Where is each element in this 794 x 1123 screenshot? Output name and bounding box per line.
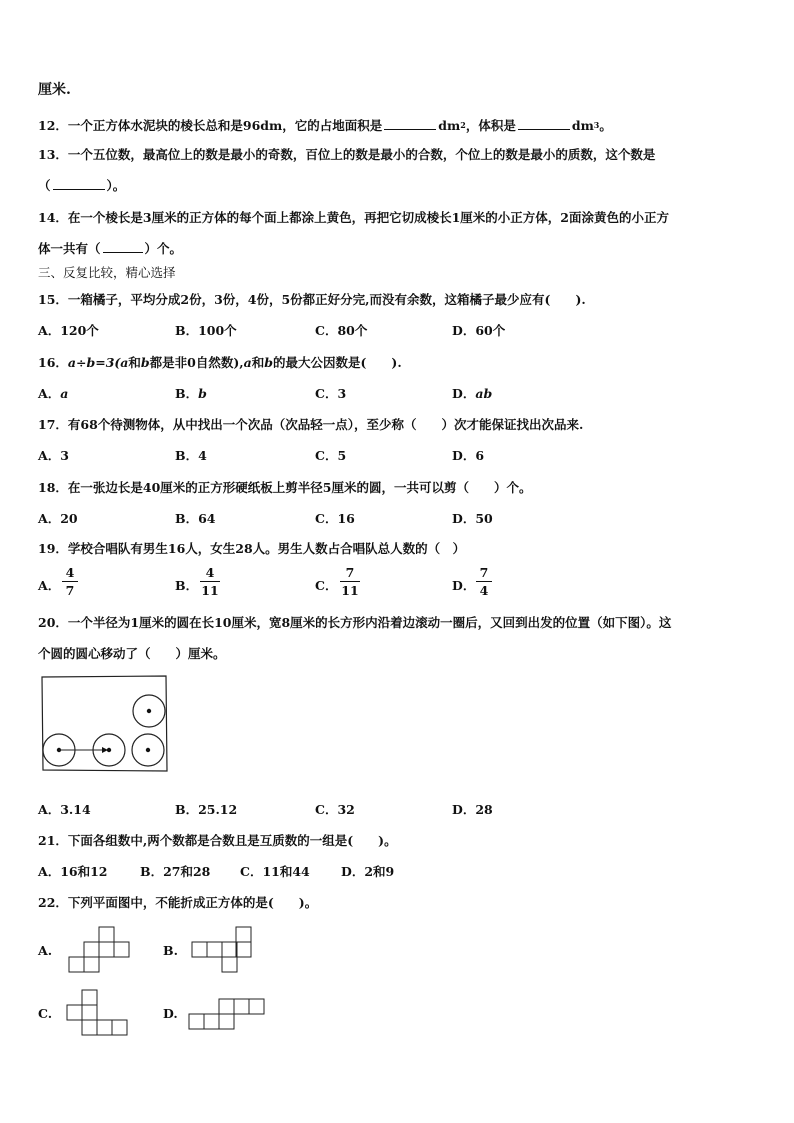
q21-option-b[interactable]: B．27和28 xyxy=(140,864,211,879)
q20-option-d[interactable]: D．28 xyxy=(452,802,493,817)
q19-fraction-d: 7 4 xyxy=(476,565,492,598)
q20-option-c[interactable]: C．32 xyxy=(315,802,355,817)
q14-blank[interactable] xyxy=(103,240,143,253)
q12-text-b: ，体积是 xyxy=(465,118,516,133)
cube-net-c xyxy=(66,989,128,1037)
section-3-heading: 三、反复比较，精心选择 xyxy=(38,265,176,280)
q14-text-b: ）个。 xyxy=(144,241,183,256)
q14-text-a: 体一共有（ xyxy=(38,241,101,256)
q15-option-c[interactable]: C．80个 xyxy=(315,323,368,338)
q21-option-d[interactable]: D．2和9 xyxy=(341,864,395,879)
q16-condition: 都是非0自然数), xyxy=(149,355,244,370)
q15-option-a[interactable]: A．120个 xyxy=(38,323,99,338)
question-18-stem: 18．在一张边长是40厘米的正方形硬纸板上剪半径5厘米的圆，一共可以剪（ ）个。 xyxy=(38,480,532,495)
question-21-stem: 21．下面各组数中,两个数都是合数且是互质数的一组是( )。 xyxy=(38,833,397,848)
q16-and-1: 和 xyxy=(128,355,141,370)
q17-option-d[interactable]: D．6 xyxy=(452,448,485,463)
question-13-line2 xyxy=(38,177,125,194)
q19-fraction-c: 7 11 xyxy=(341,565,359,598)
q18-option-d[interactable]: D．50 xyxy=(452,511,493,526)
cube-net-a xyxy=(68,926,130,974)
q16-formula: a÷b=3(a xyxy=(67,355,129,370)
q19-option-a[interactable]: A． xyxy=(38,578,61,593)
q13-blank[interactable] xyxy=(53,177,105,190)
rolling-circle-figure xyxy=(38,674,170,774)
q19-option-d[interactable]: D． xyxy=(452,578,476,593)
q20-option-a[interactable]: A．3.14 xyxy=(38,802,91,817)
q21-option-c[interactable]: C．11和44 xyxy=(240,864,310,879)
q19-option-b[interactable]: B． xyxy=(175,578,199,593)
question-17-stem: 17．有68个待测物体，从中找出一个次品（次品轻一点），至少称（ ）次才能保证找出次品来. xyxy=(38,417,584,432)
q18-option-b[interactable]: B．64 xyxy=(175,511,216,526)
cube-net-d xyxy=(188,998,266,1032)
q20-option-b[interactable]: B．25.12 xyxy=(175,802,238,817)
q12-unit-2: dm xyxy=(571,118,594,133)
q13-paren-open: （ xyxy=(38,178,51,193)
cube-net-b xyxy=(191,926,253,974)
q12-text-a: 12．一个正方体水泥块的棱长总和是96dm，它的占地面积是 xyxy=(38,118,383,133)
q16-option-a[interactable]: A．a xyxy=(38,386,69,401)
q21-option-a[interactable]: A．16和12 xyxy=(38,864,108,879)
q15-option-b[interactable]: B．100个 xyxy=(175,323,237,338)
q19-fraction-a: 4 7 xyxy=(62,565,78,598)
question-16-stem xyxy=(38,355,402,371)
q18-option-a[interactable]: A．20 xyxy=(38,511,78,526)
q17-option-c[interactable]: C．5 xyxy=(315,448,347,463)
q16-var-b2: b xyxy=(264,355,274,370)
q22-option-a[interactable]: A. xyxy=(38,943,53,958)
q16-number: 16． xyxy=(38,355,68,370)
q12-blank-area[interactable] xyxy=(384,117,436,130)
question-20-line2: 个圆的圆心移动了（ ）厘米。 xyxy=(38,646,226,661)
q16-option-b[interactable]: B．b xyxy=(175,386,207,401)
q16-ask: 的最大公因数是( ). xyxy=(273,355,402,370)
question-20-line1: 20．一个半径为1厘米的圆在长10厘米，宽8厘米的长方形内沿着边滚动一圈后，又回到出发的位置（如下图）。这 xyxy=(38,615,672,630)
question-13-line1: 13．一个五位数，最高位上的数是最小的奇数，百位上的数是最小的合数，个位上的数是最小的质数，这个数是 xyxy=(38,147,656,162)
q16-var-a: a xyxy=(243,355,252,370)
q22-option-c[interactable]: C. xyxy=(38,1006,53,1021)
q22-option-b[interactable]: B. xyxy=(163,943,178,958)
question-19-stem: 19．学校合唱队有男生16人，女生28人。男生人数占合唱队总人数的（ ） xyxy=(38,541,466,556)
q18-option-c[interactable]: C．16 xyxy=(315,511,355,526)
q16-option-c[interactable]: C．3 xyxy=(315,386,347,401)
q19-fraction-b: 4 11 xyxy=(201,565,219,598)
q16-var-b: b xyxy=(140,355,150,370)
question-15-stem: 15．一箱橘子，平均分成2份，3份，4份，5份都正好分完,而没有余数，这箱橘子最少应有( ). xyxy=(38,292,586,307)
question-14-line2 xyxy=(38,240,182,257)
q16-option-d[interactable]: D．ab xyxy=(452,386,493,401)
question-14-line1: 14．在一个棱长是3厘米的正方体的每个面上都涂上黄色，再把它切成棱长1厘米的小正方体，2面涂黄色的小正方 xyxy=(38,210,669,225)
question-22-stem: 22．下列平面图中，不能折成正方体的是( )。 xyxy=(38,895,318,910)
q17-option-a[interactable]: A．3 xyxy=(38,448,69,463)
q15-option-d[interactable]: D．60个 xyxy=(452,323,506,338)
q12-blank-volume[interactable] xyxy=(518,117,570,130)
q22-option-d[interactable]: D. xyxy=(163,1006,178,1021)
rectangle-outline xyxy=(42,676,167,771)
q17-option-b[interactable]: B．4 xyxy=(175,448,207,463)
q12-text-c: 。 xyxy=(599,118,612,133)
continuation-text: 厘米. xyxy=(38,82,71,98)
q12-unit-1: dm xyxy=(438,118,461,133)
question-12: 12．一个正方体水泥块的棱长总和是96dm，它的占地面积是 $dm^2$，体积是 $dm^3$。 xyxy=(38,118,612,133)
q16-and-2: 和 xyxy=(251,355,265,370)
q13-paren-close: ）。 xyxy=(106,178,126,193)
q19-option-c[interactable]: C． xyxy=(315,578,338,593)
